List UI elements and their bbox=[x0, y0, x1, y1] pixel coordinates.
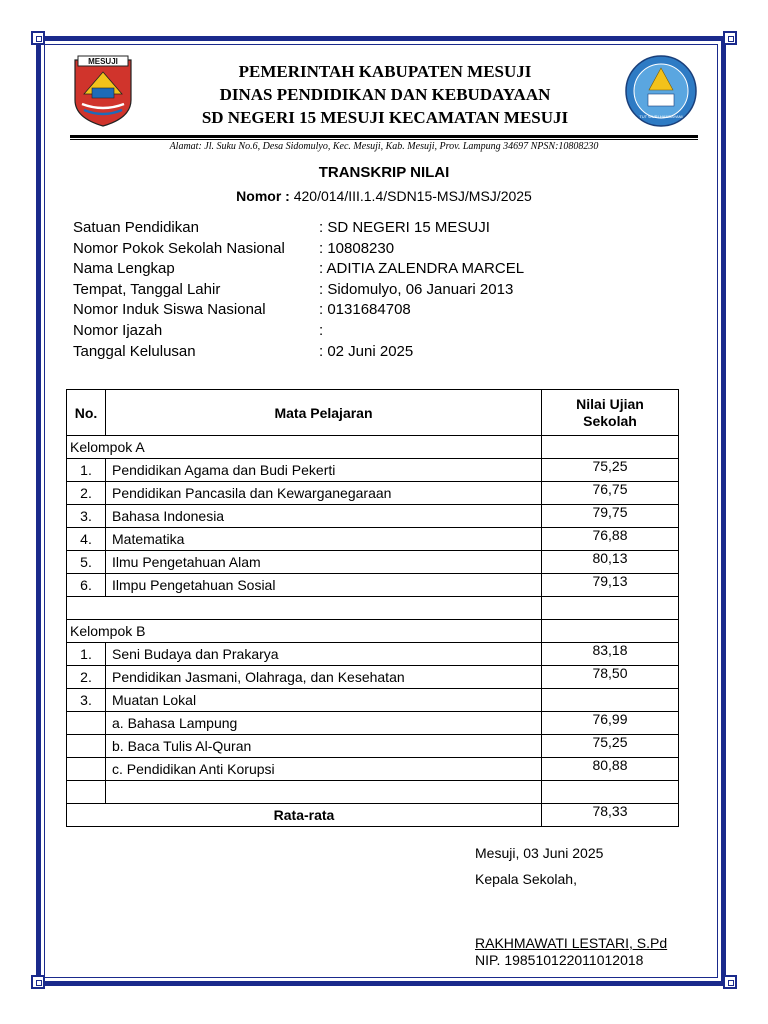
info-label: Tempat, Tanggal Lahir bbox=[73, 280, 221, 298]
school-address: Alamat: Jl. Suku No.6, Desa Sidomulyo, Kec. Mesuji, Kab. Mesuji, Prov. Lampung 34697 NPSN:10808230 bbox=[169, 141, 599, 152]
document-number-value: 420/014/III.1.4/SDN15-MSJ/MSJ/2025 bbox=[293, 188, 532, 204]
info-value: : Sidomulyo, 06 Januari 2013 bbox=[319, 280, 514, 298]
document-number-label: Nomor : bbox=[236, 188, 290, 204]
row-subject: Ilmu Pengetahuan Alam bbox=[106, 551, 542, 574]
table-header-row bbox=[67, 390, 679, 436]
group-row bbox=[67, 620, 679, 643]
row-score: 80,13 bbox=[542, 551, 679, 574]
empty-cell bbox=[106, 781, 542, 804]
row-score: 76,99 bbox=[542, 712, 679, 735]
header-score: Nilai Ujian Sekolah bbox=[542, 390, 679, 436]
signature-name: RAKHMAWATI LESTARI, S.Pd bbox=[475, 935, 668, 951]
row-subject: Seni Budaya dan Prakarya bbox=[106, 643, 542, 666]
row-no: 4. bbox=[67, 528, 106, 551]
row-subject: Muatan Lokal bbox=[106, 689, 542, 712]
row-score: 80,88 bbox=[542, 758, 679, 781]
table-row bbox=[67, 689, 679, 712]
table-row bbox=[67, 505, 679, 528]
row-subject: Pendidikan Jasmani, Olahraga, dan Kesehatan bbox=[106, 666, 542, 689]
signature-place-date: Mesuji, 03 Juni 2025 bbox=[475, 845, 604, 861]
header-subject: Mata Pelajaran bbox=[106, 390, 542, 436]
row-no: 6. bbox=[67, 574, 106, 597]
corner-ornament bbox=[723, 31, 737, 45]
row-no: 1. bbox=[67, 643, 106, 666]
table-row bbox=[67, 758, 679, 781]
tut-wuri-handayani-logo bbox=[624, 54, 698, 128]
svg-text:MESUJI: MESUJI bbox=[88, 57, 118, 66]
info-label: Tanggal Kelulusan bbox=[73, 342, 196, 360]
row-subject: Pendidikan Pancasila dan Kewarganegaraan bbox=[106, 482, 542, 505]
info-value: : ADITIA ZALENDRA MARCEL bbox=[319, 260, 525, 278]
empty-cell bbox=[67, 781, 106, 804]
row-subject: Ilmpu Pengetahuan Sosial bbox=[106, 574, 542, 597]
empty-row bbox=[67, 597, 679, 620]
mesuji-regency-logo bbox=[72, 54, 134, 128]
table-row bbox=[67, 735, 679, 758]
table-row bbox=[67, 528, 679, 551]
row-score: 75,25 bbox=[542, 459, 679, 482]
document-title: TRANSKRIP NILAI bbox=[318, 164, 450, 181]
row-subject: b. Baca Tulis Al-Quran bbox=[106, 735, 542, 758]
row-subject: Pendidikan Agama dan Budi Pekerti bbox=[106, 459, 542, 482]
row-no bbox=[67, 712, 106, 735]
row-no bbox=[67, 735, 106, 758]
header-rule bbox=[70, 135, 698, 138]
info-label: Nomor Pokok Sekolah Nasional bbox=[73, 239, 285, 257]
average-row bbox=[67, 804, 679, 827]
info-label: Nama Lengkap bbox=[73, 260, 175, 278]
group-label: Kelompok A bbox=[67, 436, 542, 459]
row-no: 1. bbox=[67, 459, 106, 482]
info-value: : 10808230 bbox=[319, 239, 395, 257]
group-label: Kelompok B bbox=[67, 620, 542, 643]
signature-role: Kepala Sekolah, bbox=[475, 871, 577, 887]
corner-ornament bbox=[723, 975, 737, 989]
score-cell bbox=[542, 620, 679, 643]
header-school: SD NEGERI 15 MESUJI KECAMATAN MESUJI bbox=[201, 108, 569, 127]
row-score bbox=[542, 689, 679, 712]
svg-text:TUT WURI HANDAYANI: TUT WURI HANDAYANI bbox=[639, 114, 683, 119]
header-government: PEMERINTAH KABUPATEN MESUJI bbox=[238, 62, 532, 81]
header-no: No. bbox=[67, 390, 106, 436]
table-row bbox=[67, 482, 679, 505]
score-cell bbox=[542, 436, 679, 459]
row-score: 75,25 bbox=[542, 735, 679, 758]
row-score: 79,13 bbox=[542, 574, 679, 597]
empty-cell bbox=[542, 781, 679, 804]
row-score: 76,75 bbox=[542, 482, 679, 505]
row-score: 79,75 bbox=[542, 505, 679, 528]
empty-cell bbox=[67, 597, 542, 620]
row-subject: Matematika bbox=[106, 528, 542, 551]
info-label: Satuan Pendidikan bbox=[73, 219, 199, 236]
info-value: : bbox=[319, 321, 324, 339]
average-label: Rata-rata bbox=[67, 804, 542, 827]
document-number bbox=[0, 188, 768, 204]
info-value: : 02 Juni 2025 bbox=[319, 342, 414, 360]
group-row bbox=[67, 436, 679, 459]
row-no: 5. bbox=[67, 551, 106, 574]
row-no: 2. bbox=[67, 482, 106, 505]
corner-ornament bbox=[31, 31, 45, 45]
row-subject: c. Pendidikan Anti Korupsi bbox=[106, 758, 542, 781]
table-row bbox=[67, 459, 679, 482]
row-no: 3. bbox=[67, 505, 106, 528]
info-label: Nomor Induk Siswa Nasional bbox=[73, 301, 266, 319]
signature-nip: NIP. 198510122011012018 bbox=[475, 952, 644, 968]
info-value: : 0131684708 bbox=[319, 301, 411, 319]
average-value: 78,33 bbox=[542, 804, 679, 827]
row-subject: a. Bahasa Lampung bbox=[106, 712, 542, 735]
grades-table bbox=[66, 389, 679, 827]
row-no: 3. bbox=[67, 689, 106, 712]
empty-row bbox=[67, 781, 679, 804]
row-score: 83,18 bbox=[542, 643, 679, 666]
table-row bbox=[67, 643, 679, 666]
corner-ornament bbox=[31, 975, 45, 989]
empty-cell bbox=[542, 597, 679, 620]
info-label: Nomor Ijazah bbox=[73, 321, 163, 339]
row-score: 78,50 bbox=[542, 666, 679, 689]
table-row bbox=[67, 666, 679, 689]
header-department: DINAS PENDIDIKAN DAN KEBUDAYAAN bbox=[219, 85, 551, 104]
table-row bbox=[67, 574, 679, 597]
row-no bbox=[67, 758, 106, 781]
row-score: 76,88 bbox=[542, 528, 679, 551]
header-rule bbox=[70, 139, 698, 140]
info-value: : SD NEGERI 15 MESUJI bbox=[319, 219, 490, 236]
row-subject: Bahasa Indonesia bbox=[106, 505, 542, 528]
table-row bbox=[67, 712, 679, 735]
table-row bbox=[67, 551, 679, 574]
row-no: 2. bbox=[67, 666, 106, 689]
